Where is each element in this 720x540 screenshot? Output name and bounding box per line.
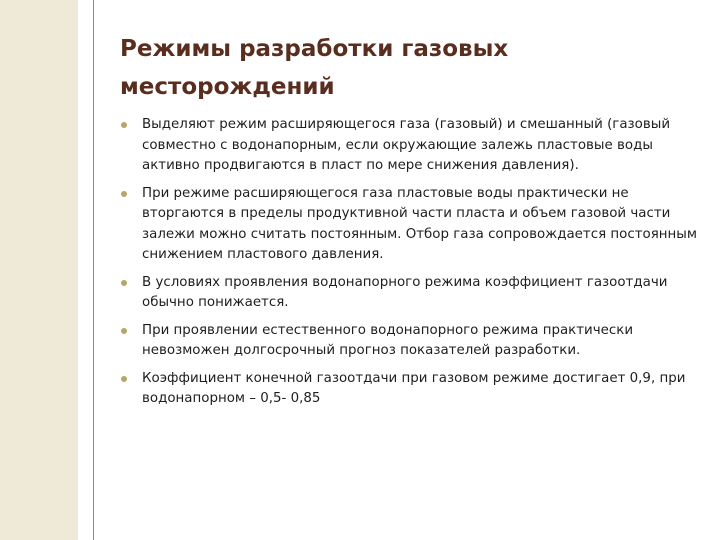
bullet-text: При режиме расширяющегося газа пластовые воды практически не вторгаются в пределы продуктивной части пласта и объем газовой части залежи можно считать постоянным. Отбор газа сопровождается постоянным снижением пластового давления. [142, 185, 697, 262]
slide-title: Режимы разработки газовых месторождений [120, 36, 509, 100]
bullet-dot-icon [121, 280, 127, 286]
bullet-item [120, 273, 705, 314]
bullet-dot-icon [121, 191, 127, 197]
bullet-item [120, 369, 705, 410]
bullet-text: При проявлении естественного водонапорного режима практически невозможен долгосрочный прогноз показателей разработки. [142, 322, 634, 358]
sidebar-panel [0, 0, 78, 540]
bullet-item [120, 184, 705, 266]
bullet-text: В условиях проявления водонапорного режима коэффициент газоотдачи обычно понижается. [142, 274, 668, 310]
bullet-dot-icon [121, 376, 127, 382]
bullet-text: Выделяют режим расширяющегося газа (газовый) и смешанный (газовый совместно с водонапорным, если окружающие залежь пластовые воды активно продвигаются в пласт по мере снижения давления). [142, 117, 671, 173]
bullet-dot-icon [121, 122, 127, 128]
sidebar-divider [93, 0, 94, 540]
bullet-item [120, 115, 705, 177]
bullet-list [120, 115, 705, 417]
bullet-dot-icon [121, 328, 127, 334]
bullet-text: Коэффициент конечной газоотдачи при газовом режиме достигает 0,9, при водонапорном – 0,5- 0,85 [142, 370, 686, 406]
bullet-item [120, 321, 705, 362]
